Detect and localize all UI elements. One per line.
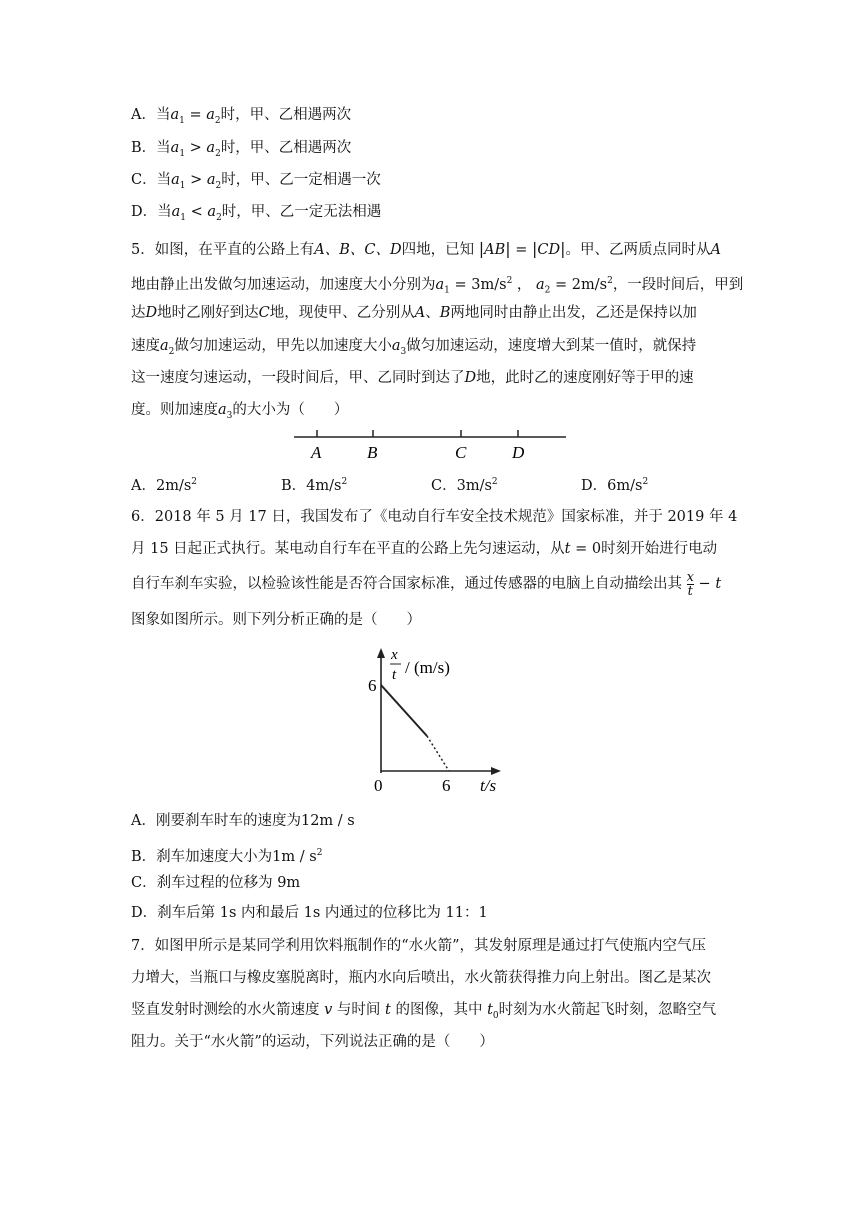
label-d: D bbox=[512, 443, 525, 462]
q6-line-4 bbox=[131, 606, 731, 635]
q5-text: 5．如图，在平直的公路上有 bbox=[131, 242, 315, 258]
q7-text: 7．如图甲所示是某同学利用饮料瓶制作的“水火箭”，其发射原理是通过打气使瓶内空气压 bbox=[131, 938, 707, 954]
q7-line-4 bbox=[131, 1028, 731, 1057]
q7-line-1 bbox=[131, 932, 731, 961]
q5-option-c: C．$3m/s^2$ bbox=[431, 477, 498, 494]
q6-text: 6．2018 年 5 月 17 日，我国发布了《电动自行车安全技术规范》国家标准，并于 2019 年 4 bbox=[131, 509, 738, 525]
q5-text: 做匀加速运动，速度增大到某一值时，就保持 bbox=[406, 338, 697, 354]
q5-text: 。甲、乙两质点同时从 bbox=[565, 242, 711, 258]
q5-line-1: 5．如图，在平直的公路上有A、B、C、D四地，已知 |AB| = |CD|。甲、乙两质点同时从A bbox=[131, 239, 721, 258]
q5-option-d-text: D．6m/s bbox=[581, 477, 643, 494]
q7-text: 竖直发射时测绘的水火箭速度 bbox=[131, 1002, 320, 1018]
x-axis-label: t/s bbox=[480, 776, 497, 795]
q4-option-c-prefix: C．当 bbox=[131, 172, 172, 188]
q6-option-c-text: C．刹车过程的位移为 9m bbox=[131, 875, 301, 891]
origin-label: 0 bbox=[374, 776, 383, 795]
q4-option-c-text: 时，甲、乙一定相遇一次 bbox=[221, 172, 381, 188]
q7-line-3: 竖直发射时测绘的水火箭速度 v 与时间 t 的图像，其中 $t_0$时刻为水火箭起飞时刻，忽略空气 bbox=[131, 1002, 717, 1021]
q6-text: 自行车刹车实验，以检验该性能是否符合国家标准，通过传感器的电脑上自动描绘出其 bbox=[131, 576, 682, 592]
q5-option-a-text: A．2m/s bbox=[131, 477, 192, 494]
label-c: C bbox=[455, 443, 467, 462]
q5-option-b: B．$4m/s^2$ bbox=[281, 477, 348, 494]
q5-point-a: A bbox=[710, 242, 721, 258]
x-axis-arrow bbox=[491, 767, 501, 775]
q4-option-c: C．当$a_1 > a_2$时，甲、乙一定相遇一次 bbox=[131, 172, 381, 191]
q5-text: 地，此时乙的速度刚好等于甲的速 bbox=[476, 370, 694, 386]
q5-line-6: 度。则加速度$a_3$的大小为（ ） bbox=[131, 402, 349, 421]
q4-option-b-prefix: B．当 bbox=[131, 140, 171, 156]
y-tick-6: 6 bbox=[368, 676, 377, 695]
q4-option-d-prefix: D．当 bbox=[131, 204, 172, 220]
q4-option-a-text: 时，甲、乙相遇两次 bbox=[220, 107, 352, 123]
q5-text: 地由静止出发做匀加速运动，加速度大小分别为 bbox=[131, 276, 436, 293]
q5-option-b-text: B．4m/s bbox=[281, 477, 342, 494]
q6-option-d bbox=[131, 902, 488, 924]
q5-text: 这一速度匀速运动，一段时间后，甲、乙同时到达了 bbox=[131, 370, 465, 386]
q5-option-d: D．$6m/s^2$ bbox=[581, 477, 649, 494]
q5-points: A、B、C、D bbox=[314, 242, 402, 258]
q5-road-figure bbox=[290, 425, 570, 465]
q6-option-c bbox=[131, 872, 300, 894]
q6-line-2: 月 15 日起正式执行。某电动自行车在平直的公路上先匀速运动，从t = 0时刻开始进行电动 bbox=[131, 541, 718, 557]
q5-text: 速度 bbox=[131, 338, 160, 354]
x-numerator: x bbox=[391, 647, 398, 663]
q7-text: 与时间 bbox=[336, 1002, 381, 1018]
t-denominator: t bbox=[392, 667, 397, 683]
q6-option-a-text: A．刚要刹车时车的速度为12m / s bbox=[131, 813, 355, 829]
q5-text: 两地同时由静止出发，乙还是保持以加 bbox=[450, 305, 697, 321]
y-axis-unit: / (m/s) bbox=[405, 658, 450, 677]
q6-option-d-text: D．刹车后第 1s 内和最后 1s 内通过的位移比为 11：1 bbox=[131, 905, 488, 921]
q4-option-a-prefix: A．当 bbox=[131, 107, 171, 123]
q7-line-2 bbox=[131, 964, 731, 993]
solid-line bbox=[381, 685, 427, 736]
q4-option-b-text: 时，甲、乙相遇两次 bbox=[220, 140, 352, 156]
q4-option-d-text: 时，甲、乙一定无法相遇 bbox=[221, 204, 382, 220]
q6-xt-graph bbox=[360, 645, 520, 800]
dashed-line bbox=[427, 736, 449, 771]
q5-option-a: A．$2m/s^2$ bbox=[131, 477, 198, 494]
q7-text: 时刻为水火箭起飞时刻，忽略空气 bbox=[498, 1002, 717, 1018]
q6-text: 时刻开始进行电动 bbox=[601, 541, 718, 557]
q4-option-a: A．当$a_1 = a_2$时，甲、乙相遇两次 bbox=[131, 107, 352, 126]
q6-line-3: 自行车刹车实验，以检验该性能是否符合国家标准，通过传感器的电脑上自动描绘出其 $\frac{x}{t} - t$ bbox=[131, 569, 722, 599]
q5-line-4: 速度$a_2$做匀加速运动，甲先以加速度大小$a_3$做匀加速运动，速度增大到某一值时，就保持 bbox=[131, 338, 697, 357]
q5-text: 达 bbox=[131, 305, 146, 321]
q5-text: 地时乙刚好到达 bbox=[157, 305, 259, 321]
q6-option-a bbox=[131, 810, 355, 832]
q6-text: 月 15 日起正式执行。某电动自行车在平直的公路上先匀速运动，从 bbox=[131, 541, 565, 557]
q5-line-2: 地由静止出发做匀加速运动，加速度大小分别为$a_1 = 3m/s^2$ ， $a_2 = 2m/s^2$，一段时间后，甲到 bbox=[131, 276, 744, 296]
x-over-t-fraction: $\frac{x}{t}$ bbox=[686, 569, 694, 599]
q4-option-b: B．当$a_1 > a_2$时，甲、乙相遇两次 bbox=[131, 140, 352, 159]
q4-option-d: D．当$a_1 < a_2$时，甲、乙一定无法相遇 bbox=[131, 204, 382, 223]
q7-text: 阻力。关于“水火箭”的运动，下列说法正确的是（ ） bbox=[131, 1034, 494, 1050]
q7-text: 的图像，其中 bbox=[395, 1002, 483, 1018]
q6-line-1 bbox=[131, 503, 738, 532]
q5-text: 的大小为（ ） bbox=[232, 402, 349, 418]
q5-text: 度。则加速度 bbox=[131, 402, 218, 418]
q5-text: 做匀加速运动，甲先以加速度大小 bbox=[174, 338, 392, 354]
q5-line-5: 这一速度匀速运动，一段时间后，甲、乙同时到达了D地，此时乙的速度刚好等于甲的速 bbox=[131, 370, 694, 386]
q5-option-c-text: C．3m/s bbox=[431, 477, 492, 494]
y-axis-arrow bbox=[377, 648, 385, 658]
x-tick-6: 6 bbox=[442, 776, 451, 795]
label-b: B bbox=[367, 443, 378, 462]
q7-text: 力增大，当瓶口与橡皮塞脱离时，瓶内水向后喷出，水火箭获得推力向上射出。图乙是某次 bbox=[131, 970, 711, 986]
q6-option-b: B．刹车加速度大小为$1m / s^2$ bbox=[131, 848, 323, 865]
q5-text: 地，现使甲、乙分别从 bbox=[269, 305, 415, 321]
q5-text: ，一段时间后，甲到 bbox=[612, 276, 744, 293]
q6-text: 图象如图所示。则下列分析正确的是（ ） bbox=[131, 612, 421, 628]
q6-option-b-text: B．刹车加速度大小为1m / s bbox=[131, 848, 317, 865]
q5-text: 四地，已知 bbox=[401, 242, 475, 258]
q5-line-3: 达D地时乙刚好到达C地，现使甲、乙分别从A、B两地同时由静止出发，乙还是保持以加 bbox=[131, 305, 697, 321]
label-a: A bbox=[311, 443, 322, 462]
